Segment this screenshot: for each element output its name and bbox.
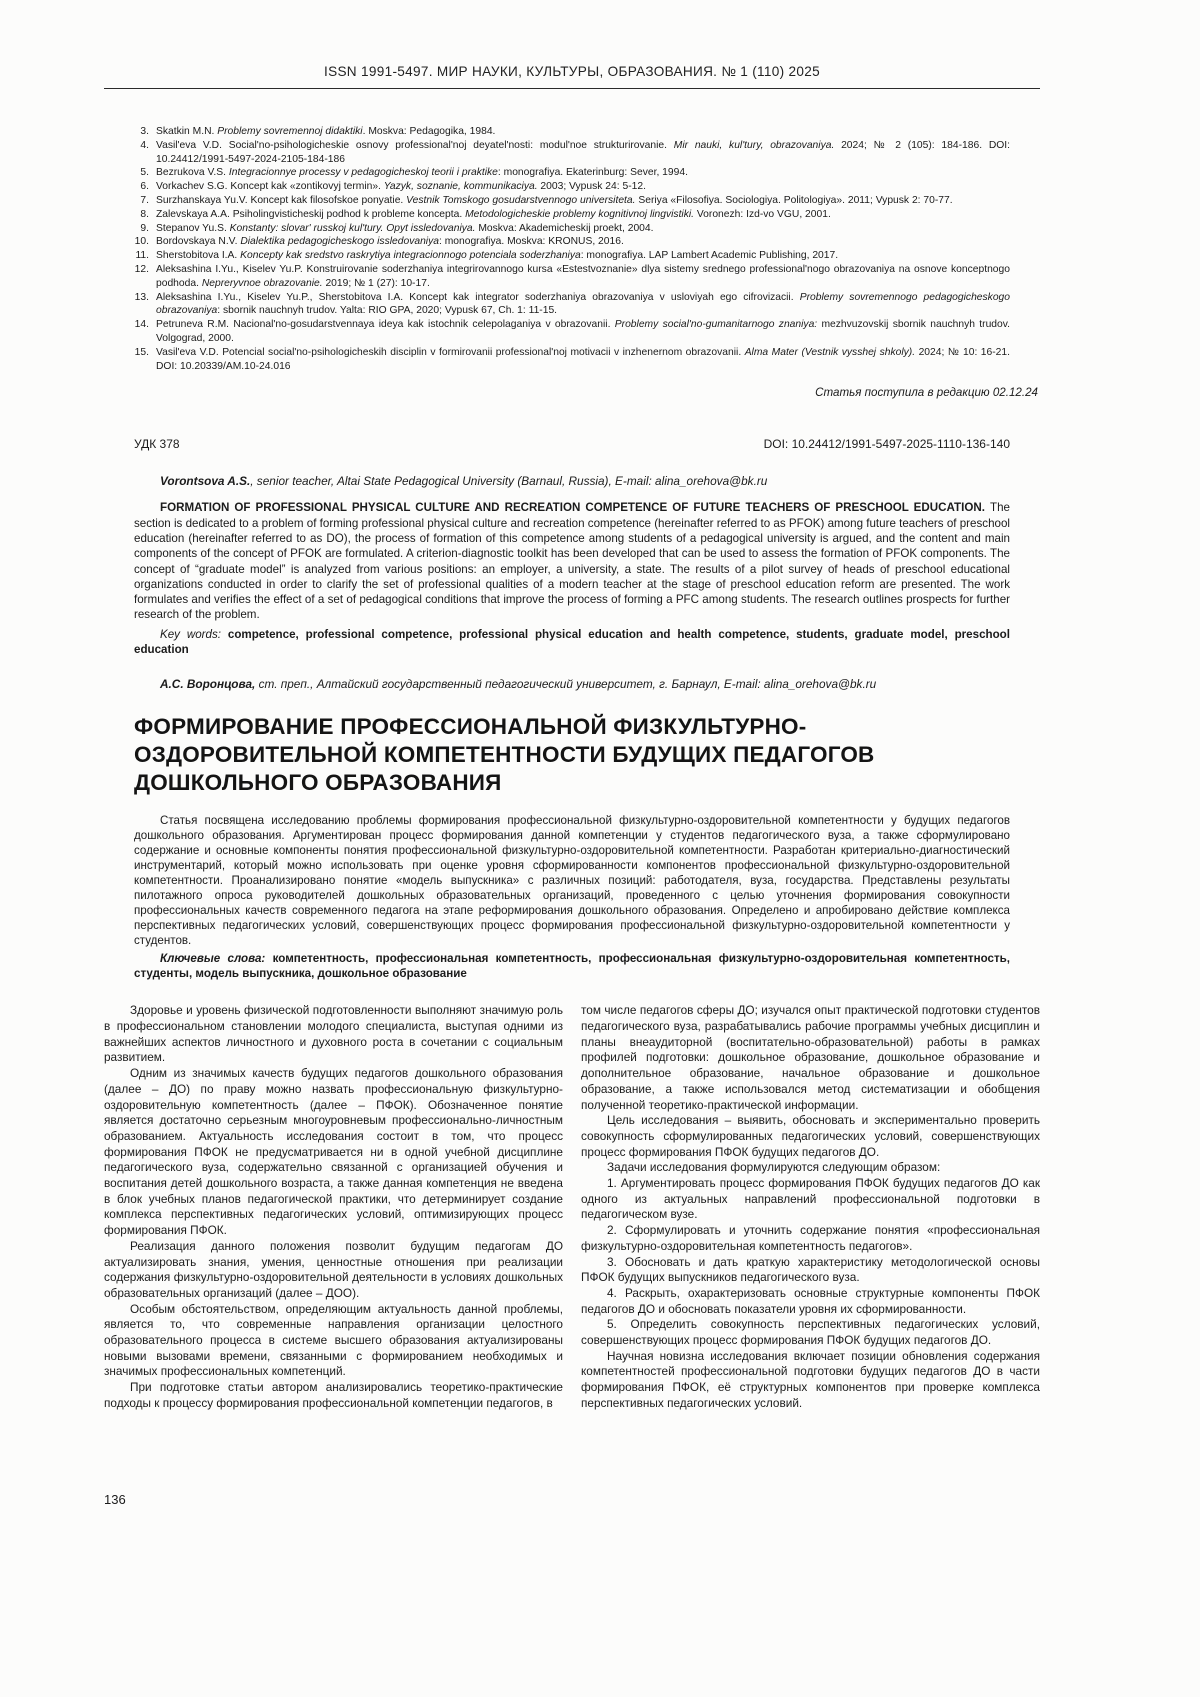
keywords-en: Key words: competence, professional competence, professional physical education and health competence, students, graduate model, preschool education <box>134 627 1010 657</box>
reference-item <box>134 180 1010 194</box>
reference-number: 15. <box>134 346 149 358</box>
author-line-en: Vorontsova A.S., senior teacher, Altai State Pedagogical University (Barnaul, Russia), E-mail: alina_orehova@bk.ru <box>160 474 768 489</box>
references-list <box>104 125 1040 373</box>
body-paragraph: Задачи исследования формулируются следующим образом: <box>607 1160 941 1175</box>
body-paragraph: 3. Обосновать и дать краткую характеристику методологической основы ПФОК будущих выпускников педагогического вуза. <box>581 1254 1040 1285</box>
body-paragraph: том числе педагогов сферы ДО; изучался опыт практической подготовки студентов педагогического вуза, разрабатывались рабочие программы учебных дисциплин и планы внеаудиторной (воспитательно-образовательной) работы в рамках профилей подготовки: дошкольное образование, дошкольное образование и дополнительное образование, начальное образование и дошкольное образование, а также использовался метод систематизации и обобщения полученной теоретико-практической информации. <box>581 1003 1040 1112</box>
reference-text: Stepanov Yu.S. Konstanty: slovar' russkoj kul'tury. Opyt issledovaniya. Moskva: Akademicheskij proekt, 2004. <box>156 222 654 234</box>
abstract-en: FORMATION OF PROFESSIONAL PHYSICAL CULTURE AND RECREATION COMPETENCE OF FUTURE TEACHERS OF PRESCHOOL EDUCATION. The section is dedicated to a problem of forming professional physical culture and recreation competence (hereinafter referred to as PFOK) among future teachers of preschool education (hereinafter referred to as DO), the process of formation of this competence among students of a pedagogical university is argued, and the content and main components of the concept of PFOK are formulated. A criterion-diagnostic toolkit has been developed that can be used to assess the formation of PFOK components. The concept of “graduate model” is analyzed from various positions: an employer, a university, a state. The results of a pilot survey of heads of preschool educational organizations conducted in order to clarify the set of professional qualities of a modern teacher at the stage of preschool education reform are presented. The work formulates and verifies the effect of a set of pedagogical conditions that improve the process of forming a PFC among students. The research outlines prospects for further research of the problem. <box>134 501 1010 622</box>
reference-text: Bezrukova V.S. Integracionnye processy v pedagogicheskoj teorii i praktike: monografiya. Ekaterinburg: Sever, 1994. <box>156 167 688 179</box>
reference-item <box>134 318 1010 346</box>
reference-text: Vasil'eva V.D. Social'no-psihologicheskie osnovy professional'noj deyatel'nosti: modul'noe strukturirovanie. Mir nauki, kul'tury, obrazovaniya. 2024; № 2 (105): 184-186. DOI: 10.24412/1991-5497-2024-2105-184-186 <box>156 139 1010 165</box>
reference-text: Sherstobitova I.A. Koncepty kak sredstvo raskrytiya integracionnogo potenciala soderzhaniya: monografiya. LAP Lambert Academic Publishing, 2017. <box>156 250 839 262</box>
udk-label: УДК 378 <box>134 437 180 452</box>
reference-text: Skatkin M.N. Problemy sovremennoj didaktiki. Moskva: Pedagogika, 1984. <box>156 126 496 137</box>
body-column-left <box>104 1003 563 1411</box>
body-paragraph: Цель исследования – выявить, обосновать и экспериментально проверить совокупность сформулированных педагогических условий, совершенствующих процесс формирования ПФОК будущих педагогов ДО. <box>581 1113 1040 1159</box>
reference-number: 11. <box>135 250 149 262</box>
reference-number: 9. <box>140 222 149 234</box>
reference-item <box>134 125 1010 139</box>
reference-number: 8. <box>140 208 149 220</box>
reference-number: 13. <box>134 291 149 303</box>
body-paragraph: 2. Сформулировать и уточнить содержание понятия «профессиональная физкультурно-оздоровительная компетентность педагогов». <box>581 1223 1040 1253</box>
received-note: Статья поступила в редакцию 02.12.24 <box>815 386 1038 400</box>
abstract-ru: Статья посвящена исследованию проблемы формирования профессиональной физкультурно-оздоровительной компетентности у будущих педагогов дошкольного образования. Аргументирован процесс формирования данной компетенции у студентов педагогического вуза, а также сформулировано содержание и основные компоненты понятия профессиональной физкультурно-оздоровительной компетентности. Разработан критериально-диагностический инструментарий, который можно использовать при оценке уровня сформированности компонентов профессиональной физкультурно-оздоровительной компетентности. Проанализировано понятие «модель выпускника» с различных позиций: работодателя, вуза, государства. Представлены результаты пилотажного опроса руководителей дошкольных образовательных организаций, проведенного с целью уточнения формирования совокупности профессиональных качеств современного педагога на этапе реформирования дошкольного образования. Определено и апробировано действие комплекса перспективных педагогических условий, совершенствующих процесс формирования профессиональной физкультурно-оздоровительной компетентности у студентов. <box>134 814 1010 947</box>
reference-text: Vasil'eva V.D. Potencial social'no-psihologicheskih disciplin v formirovanii professional'noj motivacii v inzhenernom obrazovanii. Alma Mater (Vestnik vysshej shkoly). 2024; № 10: 16-21. DOI: 10.20339/AM.10-24.016 <box>156 346 1010 372</box>
reference-item <box>134 208 1010 222</box>
reference-item <box>134 166 1010 180</box>
meta-row <box>104 437 1040 451</box>
reference-number: 12. <box>134 263 149 275</box>
reference-number: 14. <box>134 319 149 331</box>
reference-item <box>134 263 1010 291</box>
reference-item <box>134 235 1010 249</box>
body-column-right <box>581 1003 1040 1411</box>
reference-number: 7. <box>140 194 149 206</box>
reference-number: 5. <box>140 167 149 179</box>
reference-number: 3. <box>140 126 149 137</box>
reference-text: Zalevskaya A.A. Psiholingvisticheskij podhod k probleme koncepta. Metodologicheskie problemy kognitivnoj lingvistiki. Voronezh: Izd-vo VGU, 2001. <box>156 208 831 220</box>
header-rule <box>104 88 1040 89</box>
body-paragraph: Одним из значимых качеств будущих педагогов дошкольного образования (далее – ДО) по праву можно назвать профессиональную физкультурно-оздоровительную компетентность (далее – ПФОК). Обозначенное понятие является достаточно серьезным многоуровневым профессионально-личностным образованием. Актуальность исследования состоит в том, что процесс формирования ПФОК не предусматривается ни в одной учебной дисциплине педагогического вуза, содержательно связанной с организацией обучения и воспитания детей дошкольного возраста, а также данная компетенция не введена в блок учебных планов педагогической практики, что детерминирует создание комплекса перспективных педагогических условий, оптимизирующих процесс формирования ПФОК. <box>104 1066 563 1238</box>
reference-text: Vorkachev S.G. Koncept kak «zontikovyj termin». Yazyk, soznanie, kommunikaciya. 2003; Vypusk 24: 5-12. <box>156 181 646 193</box>
reference-text: Surzhanskaya Yu.V. Koncept kak filosofskoe ponyatie. Vestnik Tomskogo gosudarstvennogo universiteta. Seriya «Filosofiya. Sociologiya. Politologiya». 2011; Vypusk 2: 70-77. <box>156 194 953 206</box>
reference-item <box>134 346 1010 374</box>
body-paragraph: 1. Аргументировать процесс формирования ПФОК будущих педагогов ДО как одного из актуальных направлений профессиональной подготовки в педагогическом вузе. <box>581 1176 1040 1222</box>
page-number: 136 <box>104 1492 126 1507</box>
reference-number: 4. <box>140 139 149 151</box>
reference-text: Aleksashina I.Yu., Kiselev Yu.P., Sherstobitova I.A. Koncept kak integrator soderzhaniya obrazovaniya v usloviyah ego cifrovizacii. Problemy sovremennogo pedagogicheskogo obrazovaniya: sbornik nauchnyh trudov. Yalta: RIO GPA, 2020; Vypusk 67, Ch. 1: 11-15. <box>156 291 1010 317</box>
reference-text: Aleksashina I.Yu., Kiselev Yu.P. Konstruirovanie soderzhaniya integrirovannogo kursa «Estestvoznanie» dlya sistemy srednego professional'nogo obrazovaniya na osnove konceptnogo podhoda. Nepreryvnoe obrazovanie. 2019; № 1 (27): 10-17. <box>156 263 1010 289</box>
article-title-ru: ФОРМИРОВАНИЕ ПРОФЕССИОНАЛЬНОЙ ФИЗКУЛЬТУРНО-ОЗДОРОВИТЕЛЬНОЙ КОМПЕТЕНТНОСТИ БУДУЩИХ ПЕДАГОГОВ ДОШКОЛЬНОГО ОБРАЗОВАНИЯ <box>134 714 875 796</box>
body-columns <box>104 1003 1040 1411</box>
reference-number: 6. <box>140 181 149 193</box>
reference-text: Bordovskaya N.V. Dialektika pedagogicheskogo issledovaniya: monografiya. Moskva: KRONUS, 2016. <box>156 236 624 248</box>
body-paragraph: Научная новизна исследования включает позиции обновления содержания компетентностей профессиональной подготовки будущих педагогов ДО в части формирования ПФОК, её структурных компонентов при проверке комплекса перспективных педагогических условий. <box>581 1348 1040 1410</box>
reference-item <box>134 291 1010 319</box>
body-paragraph: Реализация данного положения позволит будущим педагогам ДО актуализировать знания, умения, ценностные отношения при реализации содержания физкультурно-оздоровительной деятельности в условиях дошкольных образовательных организаций (далее – ДОО). <box>104 1238 563 1300</box>
body-paragraph: 4. Раскрыть, охарактеризовать основные структурные компоненты ПФОК педагогов ДО и обосновать показатели уровня их сформированности. <box>581 1285 1040 1316</box>
reference-item <box>134 222 1010 236</box>
body-paragraph: 5. Определить совокупность перспективных педагогических условий, совершенствующих процесс формирования ПФОК будущих педагогов ДО. <box>581 1317 1040 1348</box>
author-line-ru: А.С. Воронцова, ст. преп., Алтайский государственный педагогический университет, г. Барнаул, E-mail: alina_orehova@bk.ru <box>160 677 877 692</box>
body-paragraph: Особым обстоятельством, определяющим актуальность данной проблемы, является то, что современные направления организации целостного образовательного процесса в системе высшего образования актуализированы новыми вызовами времени, связанными с формированием необходимых и значимых профессиональных компетенций. <box>104 1301 563 1379</box>
reference-item <box>134 139 1010 167</box>
reference-number: 10. <box>134 236 149 248</box>
body-paragraph: Здоровье и уровень физической подготовленности выполняют значимую роль в профессиональном становлении молодого специалиста, выступая одними из важнейших аспектов личностного и духовного роста в сочетании с социальным развитием. <box>104 1003 563 1065</box>
doi-label: DOI: 10.24412/1991-5497-2025-1110-136-140 <box>763 437 1010 452</box>
journal-header: ISSN 1991-5497. МИР НАУКИ, КУЛЬТУРЫ, ОБРАЗОВАНИЯ. № 1 (110) 2025 <box>324 64 820 79</box>
reference-item <box>134 249 1010 263</box>
page-content <box>104 0 1040 1412</box>
reference-item <box>134 194 1010 208</box>
body-paragraph: При подготовке статьи автором анализировались теоретико-практические подходы к процессу формирования профессиональной компетенции педагогов, в <box>104 1380 563 1410</box>
keywords-ru: Ключевые слова: компетентность, профессиональная компетентность, профессиональная физкультурно-оздоровительная компетентность, студенты, модель выпускника, дошкольное образование <box>134 952 1011 981</box>
reference-text: Petruneva R.M. Nacional'no-gosudarstvennaya ideya kak istochnik celepolaganiya v obrazovanii. Problemy social'no-gumanitarnogo znaniya: mezhvuzovskij sbornik nauchnyh trudov. Volgograd, 2000. <box>156 319 1010 344</box>
